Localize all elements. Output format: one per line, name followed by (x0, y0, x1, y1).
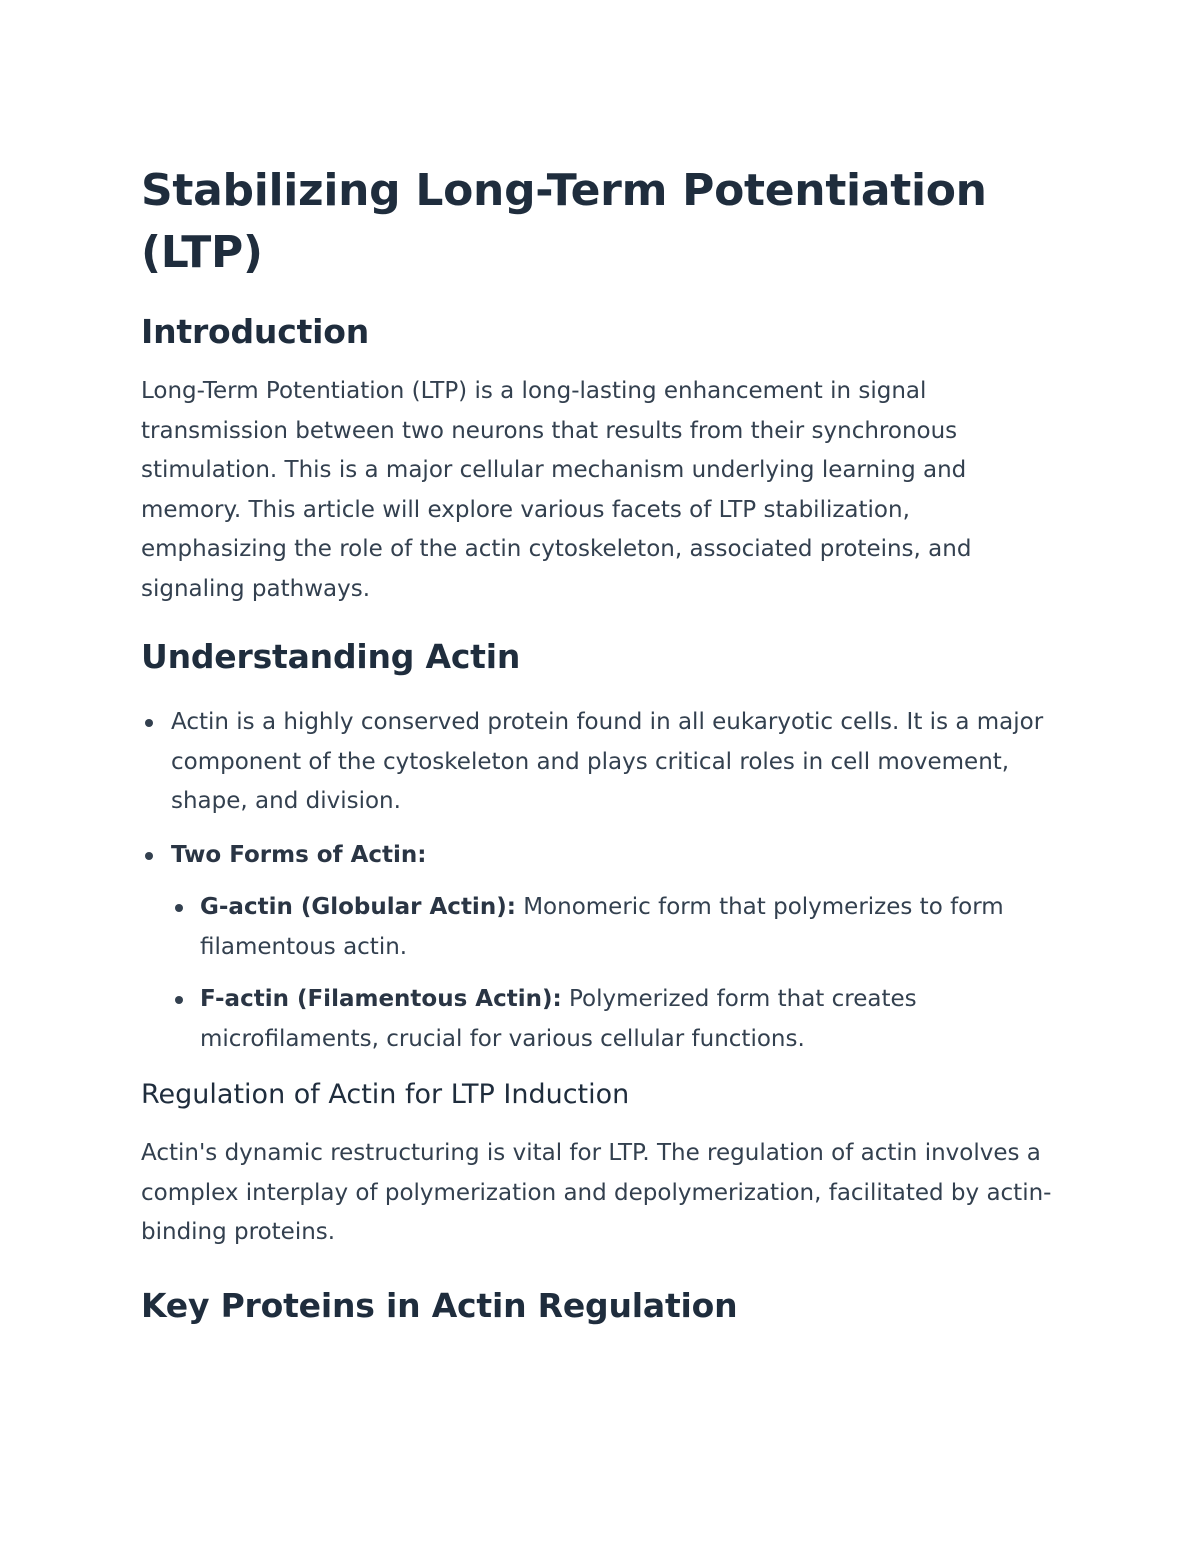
bullet-dot-icon (145, 719, 153, 727)
bullet-dot-icon (145, 852, 153, 860)
regulation-paragraph: Actin's dynamic restructuring is vital for LTP. The regulation of actin involves a complex interplay of polymerization and depolymerization, facilitated by actin-binding proteins. (141, 1140, 1052, 1245)
actin-forms-sublist (171, 888, 1061, 1059)
list-item (141, 703, 1061, 822)
document-page (141, 160, 1061, 1328)
bullet-dot-icon (175, 996, 183, 1004)
section-heading-key-proteins: Key Proteins in Actin Regulation (141, 1285, 738, 1325)
bullet-dot-icon (175, 904, 183, 912)
sublist-item-text: Polymerized form that creates microfilaments, crucial for various cellular functions. (200, 986, 917, 1052)
list-item-text: Actin is a highly conserved protein found in all eukaryotic cells. It is a major component of the cytoskeleton and plays critical roles in cell movement, shape, and division. (171, 709, 1044, 814)
section-heading-introduction: Introduction (141, 312, 370, 351)
sublist-item (171, 888, 1061, 967)
section-heading-understanding-actin: Understanding Actin (141, 637, 521, 676)
subsection-heading-regulation: Regulation of Actin for LTP Induction (141, 1079, 630, 1110)
sublist-item-term: G-actin (Globular Actin): (200, 894, 516, 920)
list-item (141, 836, 1061, 1060)
sublist-item (171, 980, 1061, 1059)
page-title: Stabilizing Long-Term Potentiation (LTP) (141, 165, 987, 278)
sublist-item-text: Monomeric form that polymerizes to form filamentous actin. (200, 894, 1004, 960)
actin-bullet-list (141, 703, 1061, 1059)
introduction-paragraph: Long-Term Potentiation (LTP) is a long-lasting enhancement in signal transmission between two neurons that results from their synchronous stimulation. This is a major cellular mechanism underlying learning and memory. This article will explore various facets of LTP stabilization, emphasizing the role of the actin cytoskeleton, associated proteins, and signaling pathways. (141, 378, 972, 602)
sublist-item-term: F-actin (Filamentous Actin): (200, 986, 562, 1012)
list-item-label: Two Forms of Actin: (171, 841, 427, 868)
